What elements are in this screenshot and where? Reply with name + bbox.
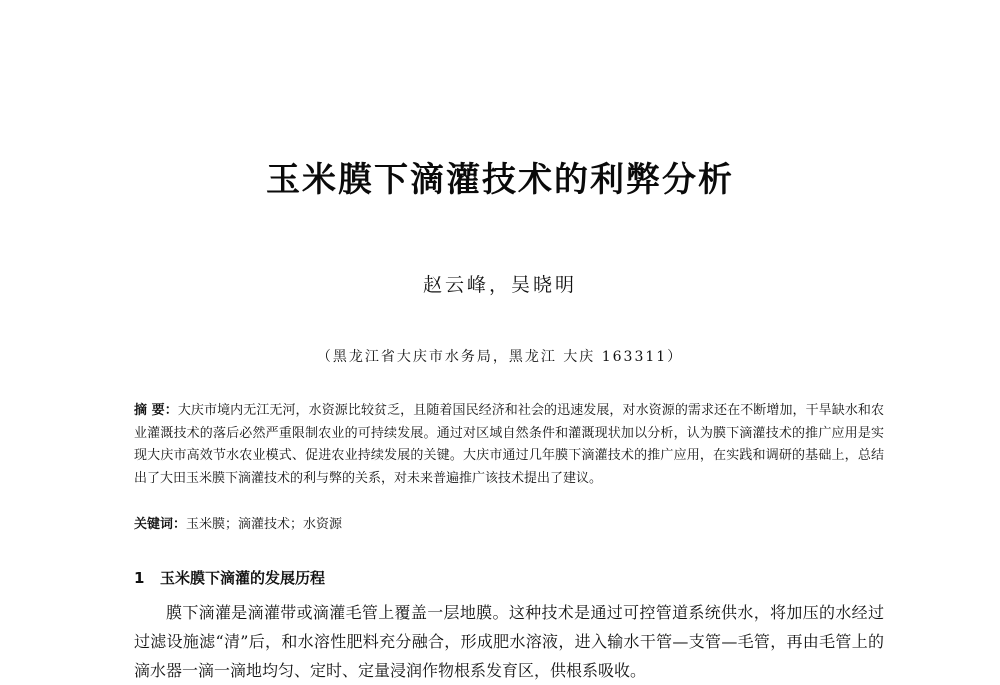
keywords-label: 关键词：	[134, 517, 187, 532]
keywords-block	[134, 514, 884, 536]
section-heading	[134, 567, 325, 588]
abstract-block	[134, 400, 884, 490]
section-title: 玉米膜下滴灌的发展历程	[160, 569, 326, 587]
affiliation-line: （黑龙江省大庆市水务局，黑龙江 大庆 163311）	[316, 349, 684, 365]
abstract-label: 摘 要：	[134, 403, 178, 418]
author-line: 赵云峰，吴晓明	[422, 274, 577, 296]
body-paragraph: 膜下滴灌是滴灌带或滴灌毛管上覆盖一层地膜。这种技术是通过可控管道系统供水，将加压的水经过过滤设施滤“清”后，和水溶性肥料充分融合，形成肥水溶液，进入输水干管—支管—毛管，再由毛管上的滴水器一滴一滴地均匀、定时、定量浸润作物根系发育区，供根系吸收。	[134, 603, 884, 680]
keywords-text: 玉米膜；滴灌技术；水资源	[186, 517, 343, 532]
section-number: 1	[134, 569, 145, 587]
paper-title: 玉米膜下滴灌技术的利弊分析	[266, 160, 734, 200]
abstract-text: 大庆市境内无江无河，水资源比较贫乏，且随着国民经济和社会的迅速发展，对水资源的需求还在不断增加，干旱缺水和农业灌溉技术的落后必然严重限制农业的可持续发展。通过对区域自然条件和灌溉现状加以分析，认为膜下滴灌技术的推广应用是实现大庆市高效节水农业模式、促进农业持续发展的关键。大庆市通过几年膜下滴灌技术的推广应用，在实践和调研的基础上，总结出了大田玉米膜下滴灌技术的利与弊的关系，对未来普遍推广该技术提出了建议。	[134, 403, 884, 486]
